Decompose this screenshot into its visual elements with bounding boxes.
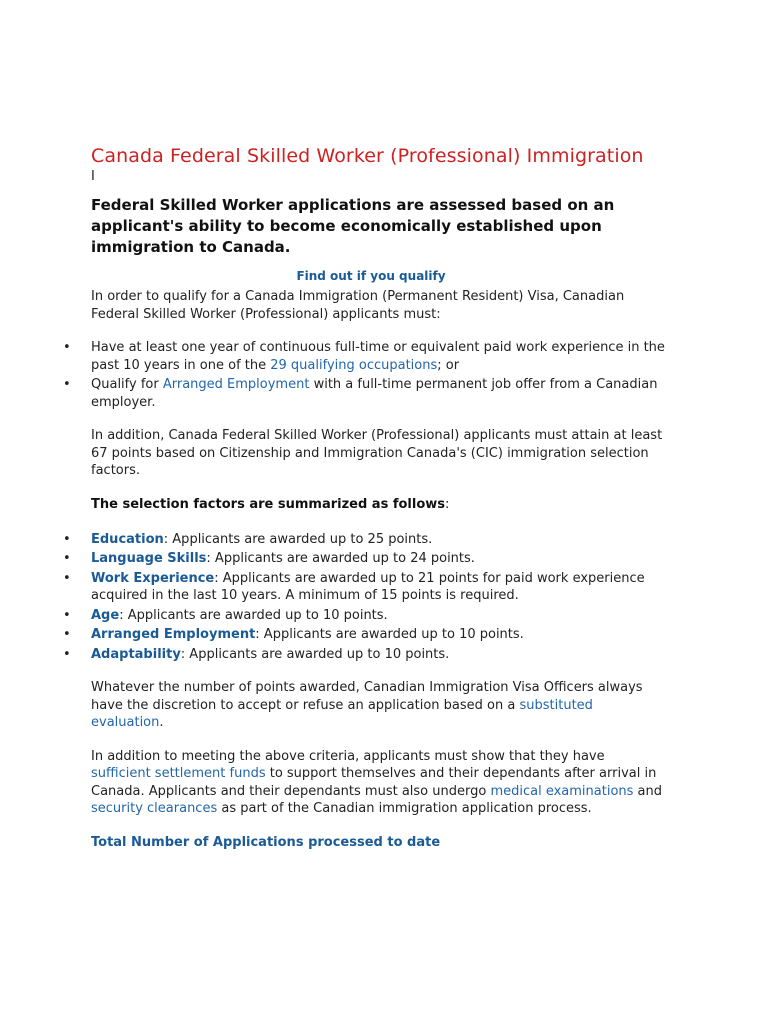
requirement-text: Qualify for <box>91 377 163 392</box>
bullet-icon: • <box>63 570 71 586</box>
selection-heading-text: The selection factors are summarized as follows <box>91 496 446 512</box>
factor-text: : Applicants are awarded up to 24 points. <box>206 551 475 566</box>
selection-heading <box>91 496 691 513</box>
list-item <box>61 570 696 605</box>
factor-label: Education <box>91 531 164 547</box>
list-item <box>61 646 696 664</box>
factor-label: Age <box>91 607 120 623</box>
bullet-icon: • <box>63 377 71 392</box>
discretion-text: Whatever the number of points awarded, Canadian Immigration Visa Officers always have the discretion to accept or refuse an application based on a <box>91 680 643 713</box>
selection-heading-colon: : <box>445 496 450 512</box>
criteria-text: as part of the Canadian immigration application process. <box>217 801 592 816</box>
find-out-link[interactable]: Find out if you qualify <box>296 269 446 283</box>
text-caret: I <box>91 169 95 184</box>
criteria-paragraph <box>91 748 666 818</box>
discretion-paragraph <box>91 679 666 732</box>
medical-examinations-link[interactable]: medical examinations <box>490 783 634 799</box>
list-item <box>61 339 696 374</box>
requirements-list <box>61 339 691 411</box>
points-paragraph: In addition, Canada Federal Skilled Worker (Professional) applicants must attain at least 67 points based on Citizenship and Immigration Canada's (CIC) immigration selection factors. <box>91 428 663 478</box>
requirement-text: with a full-time permanent job offer from a Canadian employer. <box>91 377 658 410</box>
article <box>63 143 691 851</box>
factor-label: Adaptability <box>91 646 181 662</box>
list-item <box>61 550 696 568</box>
requirement-text: ; or <box>437 357 460 373</box>
factor-label: Work Experience <box>91 570 215 586</box>
total-applications-link[interactable]: Total Number of Applications processed to date <box>91 834 441 850</box>
factor-label: Arranged Employment <box>91 627 256 642</box>
requirement-text: Have at least one year of continuous full-time or equivalent paid work experience in the past 10 years in one of the <box>91 340 665 373</box>
intro-paragraph: In order to qualify for a Canada Immigration (Permanent Resident) Visa, Canadian Federal Skilled Worker (Professional) applicants must: <box>91 289 625 322</box>
factor-text: : Applicants are awarded up to 21 points for paid work experience acquired in the last 10 years. A minimum of 15 points is required. <box>91 570 645 603</box>
security-clearances-link[interactable]: security clearances <box>91 801 218 816</box>
criteria-text: In addition to meeting the above criteria, applicants must show that they have <box>91 748 605 764</box>
bullet-icon: • <box>63 627 71 642</box>
bullet-icon: • <box>63 551 71 566</box>
arranged-employment-link[interactable]: Arranged Employment <box>162 377 310 392</box>
page-title: Canada Federal Skilled Worker (Professional) Immigration <box>91 145 644 167</box>
lead-paragraph: Federal Skilled Worker applications are assessed based on an applicant's ability to become economically established upon immigration to Canada. <box>91 196 615 256</box>
bullet-icon: • <box>63 607 71 623</box>
bullet-icon: • <box>63 531 71 547</box>
discretion-text: . <box>159 715 164 730</box>
criteria-text: to support themselves and their dependants after arrival in Canada. Applicants and their dependants must also undergo <box>91 766 657 799</box>
bullet-icon: • <box>63 646 71 662</box>
bullet-icon: • <box>63 340 71 355</box>
factor-label: Language Skills <box>91 551 207 566</box>
substituted-evaluation-link[interactable]: substituted evaluation <box>91 697 593 730</box>
qualifying-occupations-link[interactable]: 29 qualifying occupations <box>270 357 438 373</box>
criteria-text: and <box>633 783 663 799</box>
selection-factors-list <box>61 531 691 664</box>
factor-text: : Applicants are awarded up to 25 points. <box>163 531 433 547</box>
factor-text: : Applicants are awarded up to 10 points. <box>255 627 524 642</box>
factor-text: : Applicants are awarded up to 10 points. <box>180 646 450 662</box>
list-item <box>61 607 696 625</box>
factor-text: : Applicants are awarded up to 10 points. <box>119 607 388 623</box>
list-item <box>61 531 696 549</box>
settlement-funds-link[interactable]: sufficient settlement funds <box>91 766 266 781</box>
list-item <box>61 376 696 411</box>
list-item <box>61 626 696 644</box>
